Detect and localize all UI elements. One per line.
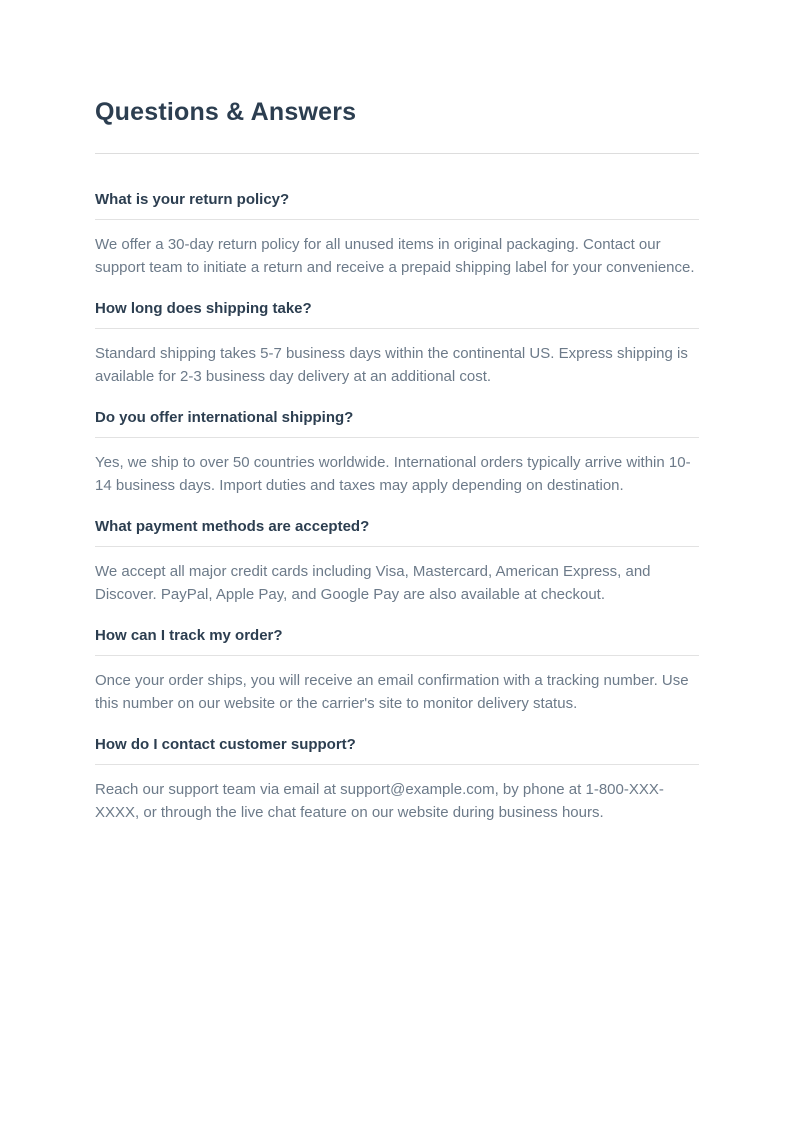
faq-question: Do you offer international shipping? [95,408,699,438]
faq-question: How do I contact customer support? [95,735,699,765]
faq-item [95,299,699,388]
faq-answer: We accept all major credit cards including Visa, Mastercard, American Express, and Discover. PayPal, Apple Pay, and Google Pay are also available at checkout. [95,563,651,603]
faq-answer: Yes, we ship to over 50 countries worldwide. International orders typically arrive within 10-14 business days. Import duties and taxes may apply depending on destination. [95,454,691,494]
title-divider [95,153,699,154]
faq-answer: Reach our support team via email at support@example.com, by phone at 1-800-XXX-XXXX, or through the live chat feature on our website during business hours. [95,781,664,821]
faq-answer: We offer a 30-day return policy for all unused items in original packaging. Contact our support team to initiate a return and receive a prepaid shipping label for your convenience. [95,236,695,276]
faq-question: How can I track my order? [95,626,699,656]
faq-question: What is your return policy? [95,190,699,220]
faq-answer: Once your order ships, you will receive an email confirmation with a tracking number. Use this number on our website or the carrier's site to monitor delivery status. [95,672,689,712]
page-title: Questions & Answers [95,98,357,126]
faq-question: What payment methods are accepted? [95,517,699,547]
faq-item [95,626,699,715]
faq-answer: Standard shipping takes 5-7 business days within the continental US. Express shipping is available for 2-3 business day delivery at an additional cost. [95,345,688,385]
faq-item [95,408,699,497]
faq-item [95,517,699,606]
faq-list [95,190,699,824]
faq-question: How long does shipping take? [95,299,699,329]
faq-item [95,190,699,279]
faq-item [95,735,699,824]
